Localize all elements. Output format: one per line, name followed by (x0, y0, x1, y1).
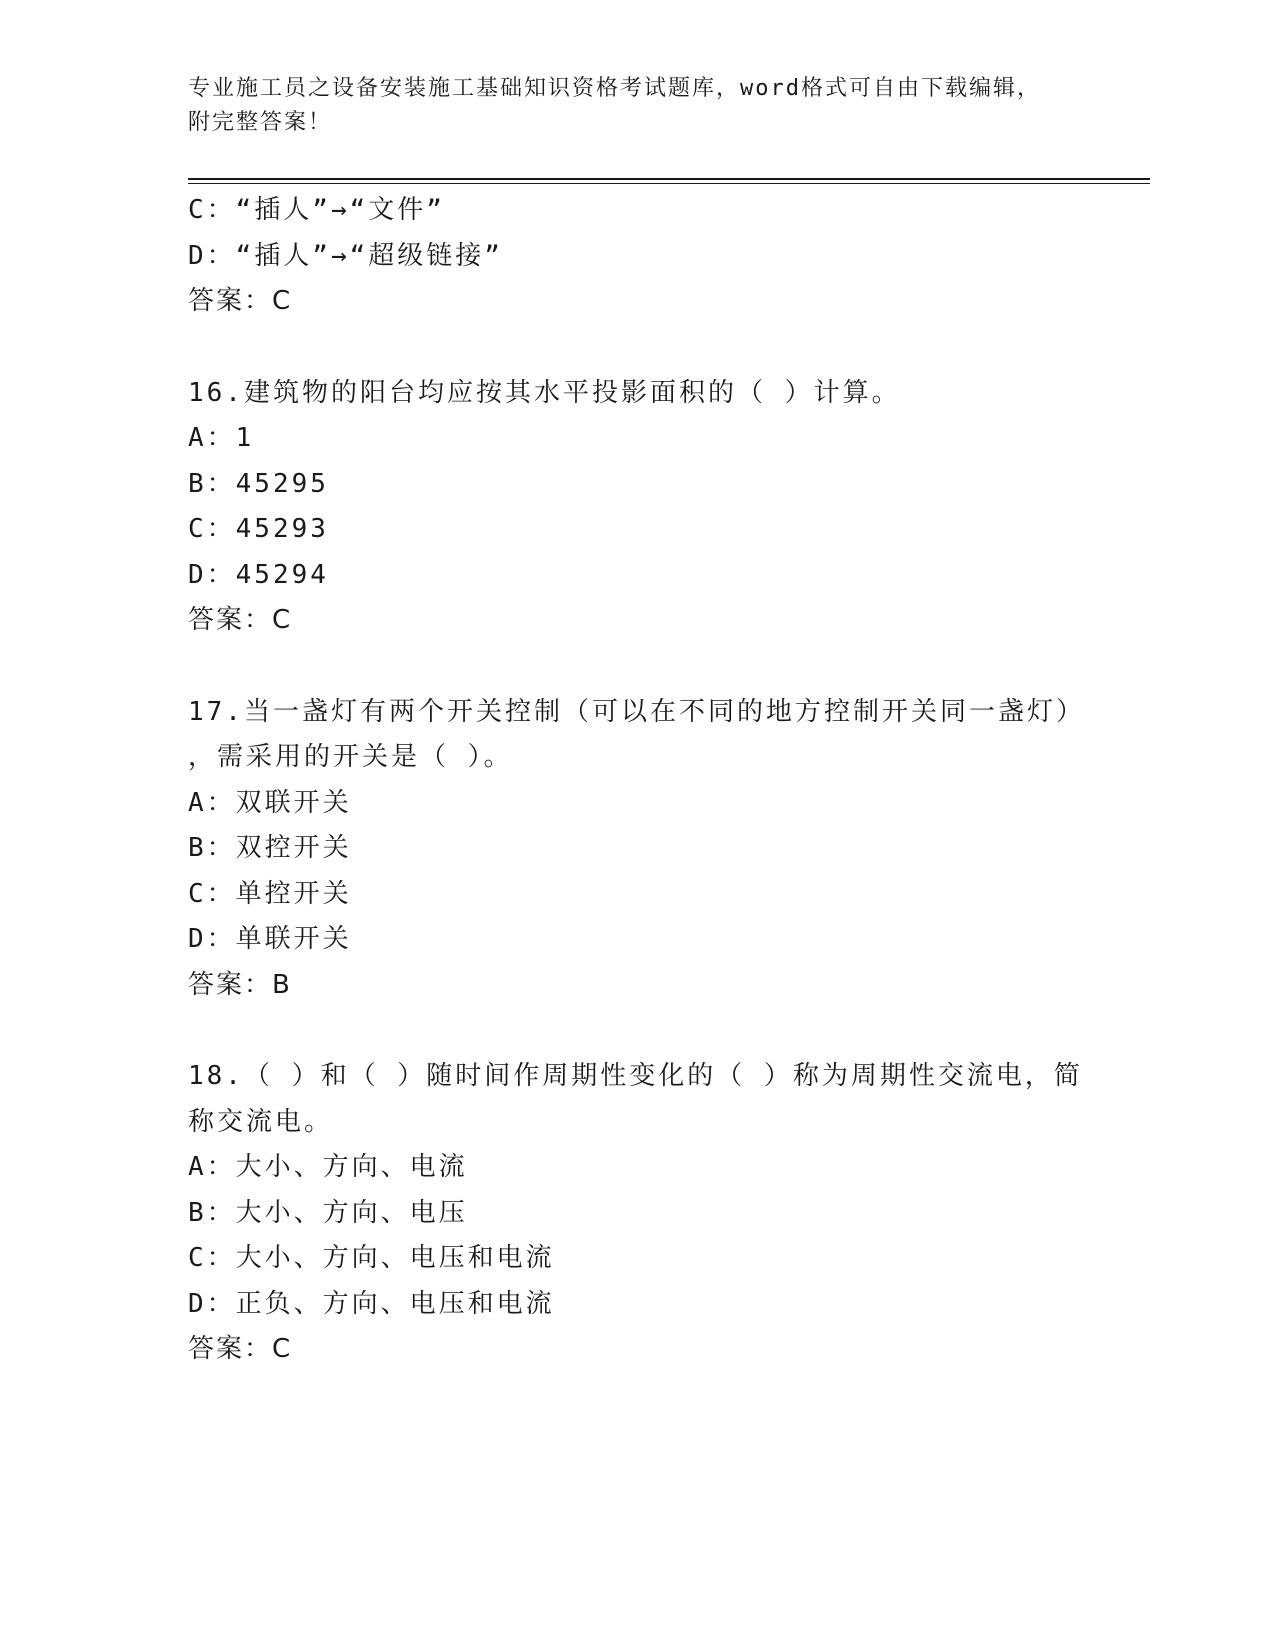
question-stem: 16.建筑物的阳台均应按其水平投影面积的（ ）计算。 (188, 377, 901, 408)
option-b: B：45295 (188, 468, 329, 499)
option-b: B：双控开关 (188, 833, 352, 863)
answer-line: 答案：C (188, 605, 293, 635)
question-stem: 18.（ ）和（ ）随时间作周期性变化的（ ）称为周期性交流电，简 (188, 1061, 1083, 1091)
answer-line: 答案：B (188, 969, 292, 1000)
option-c: C：45293 (188, 514, 329, 544)
option-d: D：“插人”→“超级链接” (188, 240, 503, 271)
option-a: A：双联开关 (188, 787, 352, 818)
option-b: B：大小、方向、电压 (188, 1197, 468, 1228)
header-divider-thick (188, 178, 1150, 180)
option-d: D：单联开关 (188, 924, 352, 954)
question-17 (188, 690, 1088, 1009)
option-a: A：1 (188, 423, 255, 453)
spacer (188, 325, 1088, 371)
question-18 (188, 1054, 1088, 1373)
question-16 (188, 371, 1088, 644)
answer-line: 答案：C (188, 1334, 293, 1364)
question-stem-continued: ，需采用的开关是（ ）。 (188, 742, 513, 772)
option-d: D：正负、方向、电压和电流 (188, 1288, 555, 1319)
spacer (188, 644, 1088, 690)
answer-line: 答案：C (188, 286, 293, 316)
spacer (188, 1008, 1088, 1054)
header-line-2: 附完整答案！ (188, 110, 333, 135)
option-a: A：大小、方向、电流 (188, 1152, 468, 1182)
prev-question-block (188, 188, 1088, 325)
document-header (188, 72, 1068, 140)
header-line-1: 专业施工员之设备安装施工基础知识资格考试题库，word格式可自由下载编辑， (188, 76, 1041, 101)
question-list (188, 188, 1088, 1373)
option-c: C：“插人”→“文件” (188, 195, 445, 225)
header-divider-thin (188, 183, 1150, 184)
option-c: C：单控开关 (188, 878, 352, 909)
question-stem-continued: 称交流电。 (188, 1106, 334, 1137)
option-c: C：大小、方向、电压和电流 (188, 1243, 555, 1273)
question-stem: 17.当一盏灯有两个开关控制（可以在不同的地方控制开关同一盏灯） (188, 696, 1085, 727)
option-d: D：45294 (188, 559, 329, 590)
